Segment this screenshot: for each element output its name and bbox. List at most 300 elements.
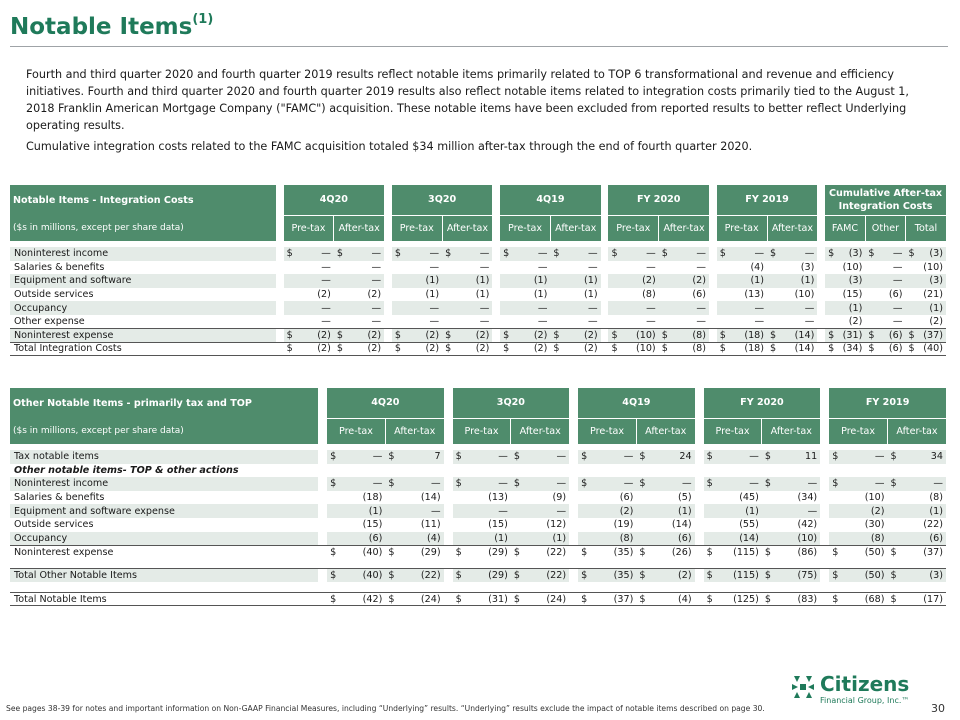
cell-value: — — [456, 301, 493, 315]
cell-value — [526, 559, 569, 569]
cell-value: — — [730, 301, 767, 315]
cell-value: (42) — [343, 592, 386, 606]
currency-symbol: $ — [636, 545, 652, 559]
cell-value: (2) — [456, 329, 493, 343]
currency-symbol — [327, 491, 343, 505]
cell-value — [719, 464, 762, 478]
currency-symbol: $ — [327, 477, 343, 491]
cell-value: (2) — [297, 329, 334, 343]
column-separator — [276, 247, 284, 261]
currency-symbol — [608, 315, 621, 329]
cell-value — [343, 582, 386, 592]
currency-symbol: $ — [906, 329, 919, 343]
cumulative-value: (3) — [839, 274, 866, 288]
cell-value: — — [405, 301, 442, 315]
other-notable-items-table — [10, 388, 946, 606]
currency-symbol — [829, 559, 845, 569]
cumulative-value: (34) — [839, 342, 866, 356]
column-separator — [384, 247, 392, 261]
column-separator — [601, 288, 609, 302]
currency-symbol: $ — [887, 569, 903, 583]
column-separator — [817, 329, 825, 343]
currency-symbol — [636, 504, 652, 518]
cell-value: (4) — [750, 261, 765, 273]
currency-symbol: $ — [906, 247, 919, 261]
cell-value: (68) — [845, 592, 888, 606]
currency-symbol — [636, 532, 652, 546]
column-separator — [384, 329, 392, 343]
after-tax-header: After-tax — [334, 215, 384, 241]
period-header: 4Q20 — [284, 185, 384, 215]
currency-symbol — [442, 315, 455, 329]
cell-value — [845, 559, 888, 569]
cell-value: — — [343, 450, 386, 464]
period-header: FY 2019 — [829, 388, 946, 418]
currency-symbol: $ — [906, 342, 919, 356]
currency-symbol: $ — [865, 247, 878, 261]
cell-value: (2) — [594, 504, 637, 518]
currency-symbol — [500, 288, 513, 302]
row-label: Occupancy — [10, 532, 318, 546]
cell-value: (6) — [692, 289, 706, 301]
currency-symbol: $ — [284, 342, 297, 356]
currency-symbol: $ — [334, 342, 347, 356]
table-row — [10, 342, 946, 356]
cumulative-value: (6) — [888, 289, 903, 301]
currency-symbol — [767, 315, 780, 329]
currency-symbol — [608, 274, 621, 288]
column-separator — [820, 504, 829, 518]
table-row — [10, 592, 946, 606]
period-header: FY 2019 — [717, 185, 818, 215]
table-row — [10, 315, 946, 329]
cell-value: — — [371, 261, 382, 273]
cell-value: — — [526, 450, 569, 464]
currency-symbol — [442, 274, 455, 288]
cell-value: (17) — [903, 592, 946, 606]
cell-value: (1) — [343, 504, 386, 518]
cumulative-value: — — [879, 301, 906, 315]
currency-symbol: $ — [659, 342, 672, 356]
cell-value: — — [780, 247, 817, 261]
cell-value — [777, 559, 820, 569]
cell-value: (115) — [719, 569, 762, 583]
currency-symbol: $ — [385, 545, 401, 559]
currency-symbol: $ — [636, 477, 652, 491]
cell-value: (1) — [584, 289, 598, 301]
column-separator — [318, 450, 327, 464]
cell-value: (35) — [594, 545, 637, 559]
currency-symbol — [284, 301, 297, 315]
row-label: Salaries & benefits — [14, 492, 105, 504]
currency-symbol — [717, 301, 730, 315]
row-label: Total Other Notable Items — [10, 569, 318, 583]
cell-value: (22) — [923, 519, 943, 531]
cell-value: (1) — [903, 504, 946, 518]
column-separator — [276, 261, 284, 275]
column-separator — [820, 518, 829, 532]
currency-symbol: $ — [717, 247, 730, 261]
table-row — [10, 491, 946, 505]
currency-symbol: $ — [327, 545, 343, 559]
cell-value: (37) — [903, 545, 946, 559]
currency-symbol — [767, 261, 780, 275]
cell-value — [526, 582, 569, 592]
cell-value: (1) — [719, 504, 762, 518]
currency-symbol: $ — [284, 247, 297, 261]
currency-symbol — [392, 274, 405, 288]
subheader-row — [10, 215, 946, 241]
cell-value: — — [347, 274, 384, 288]
currency-symbol: $ — [392, 342, 405, 356]
currency-symbol — [578, 491, 594, 505]
currency-symbol — [453, 532, 469, 546]
currency-symbol: $ — [327, 569, 343, 583]
currency-symbol — [636, 491, 652, 505]
currency-symbol — [762, 518, 778, 532]
table-row — [10, 274, 946, 288]
column-separator — [709, 342, 717, 356]
currency-symbol: $ — [829, 545, 845, 559]
after-tax-header: After-tax — [887, 418, 946, 444]
currency-symbol — [385, 582, 401, 592]
column-separator — [709, 274, 717, 288]
cell-value — [652, 582, 695, 592]
currency-symbol: $ — [825, 342, 838, 356]
currency-symbol — [887, 518, 903, 532]
currency-symbol: $ — [442, 247, 455, 261]
cell-value: (26) — [652, 545, 695, 559]
column-separator — [601, 215, 609, 241]
currency-symbol — [442, 301, 455, 315]
table-subtitle: ($s in millions, except per share data) — [10, 215, 276, 241]
column-separator — [492, 247, 500, 261]
cell-value: (11) — [420, 519, 441, 531]
cell-value: 34 — [903, 450, 946, 464]
currency-symbol — [636, 518, 652, 532]
cell-value: — — [371, 316, 382, 328]
column-separator — [695, 450, 704, 464]
column-separator — [569, 388, 578, 418]
column-separator — [601, 301, 609, 315]
currency-symbol: $ — [500, 247, 513, 261]
logo-wordmark: Citizens — [820, 672, 910, 696]
column-separator — [318, 532, 327, 546]
cell-value: (1) — [456, 274, 493, 288]
currency-symbol: $ — [829, 450, 845, 464]
currency-symbol — [829, 532, 845, 546]
currency-symbol — [659, 301, 672, 315]
currency-symbol — [327, 464, 343, 478]
cell-value: (2) — [405, 342, 442, 356]
cell-value: (18) — [730, 342, 767, 356]
currency-symbol — [906, 301, 919, 315]
period-header: 3Q20 — [453, 388, 569, 418]
column-separator — [601, 185, 609, 215]
cell-value — [343, 559, 386, 569]
column-separator — [709, 185, 717, 215]
currency-symbol: $ — [829, 477, 845, 491]
currency-symbol — [887, 559, 903, 569]
cell-value: (14) — [719, 532, 762, 546]
currency-symbol — [829, 464, 845, 478]
currency-symbol — [385, 518, 401, 532]
cell-value: — — [297, 274, 334, 288]
cell-value: (42) — [797, 519, 818, 531]
cell-value: (34) — [797, 492, 818, 504]
column-separator — [601, 274, 609, 288]
column-separator — [444, 545, 453, 559]
cell-value: (55) — [739, 519, 759, 531]
cell-value: (8) — [672, 329, 709, 343]
currency-symbol — [608, 261, 621, 275]
intro-paragraph-1: Fourth and third quarter 2020 and fourth quarter 2019 results reflect notable items primarily related to TOP 6 transformational and revenue and efficiency initiatives. Fourth and third quarter 2020 and fourth quarter 2019 results also reflect notable items related to integration costs primarily tied to the August 1, 2018 Franklin American Mortgage Company ("FAMC") acquisition. These notable items have been excluded from reported results to better reflect Underlying operating results. — [26, 68, 909, 132]
cell-value — [468, 464, 511, 478]
currency-symbol — [825, 274, 838, 288]
currency-symbol: $ — [578, 592, 594, 606]
currency-symbol: $ — [767, 329, 780, 343]
column-separator — [695, 464, 704, 478]
column-separator — [820, 582, 829, 592]
integration-costs-table — [10, 185, 946, 356]
cell-value: 11 — [777, 450, 820, 464]
column-separator — [384, 274, 392, 288]
column-separator — [709, 315, 717, 329]
currency-symbol — [865, 261, 878, 275]
cell-value — [777, 582, 820, 592]
currency-symbol: $ — [385, 477, 401, 491]
cell-value: (2) — [845, 504, 888, 518]
column-separator — [492, 315, 500, 329]
currency-symbol — [762, 504, 778, 518]
currency-symbol — [767, 288, 780, 302]
column-separator — [820, 388, 829, 418]
cell-value: (2) — [622, 274, 659, 288]
column-separator — [817, 274, 825, 288]
column-separator — [276, 329, 284, 343]
currency-symbol — [442, 288, 455, 302]
currency-symbol: $ — [762, 569, 778, 583]
currency-symbol — [578, 518, 594, 532]
cell-value: (1) — [780, 274, 817, 288]
row-label: Other notable items- TOP & other actions — [14, 464, 239, 476]
currency-symbol — [453, 518, 469, 532]
column-separator — [709, 261, 717, 275]
currency-symbol: $ — [500, 329, 513, 343]
column-separator — [695, 545, 704, 559]
cell-value: — — [804, 316, 815, 328]
cell-value — [468, 559, 511, 569]
currency-symbol — [704, 518, 720, 532]
intro-paragraph-2: Cumulative integration costs related to the FAMC acquisition totaled $34 million after-tax through the end of fourth quarter 2020. — [26, 140, 753, 153]
column-separator — [318, 477, 327, 491]
column-separator — [318, 388, 327, 418]
table-row — [10, 559, 946, 569]
cumulative-value: (3) — [839, 247, 866, 261]
after-tax-header: After-tax — [385, 418, 443, 444]
intro-text — [26, 66, 926, 159]
cell-value: (24) — [401, 592, 444, 606]
currency-symbol — [334, 288, 347, 302]
cell-value: — — [646, 316, 656, 328]
cell-value: — — [343, 477, 386, 491]
cell-value: — — [652, 477, 695, 491]
column-separator — [444, 388, 453, 418]
currency-symbol — [906, 261, 919, 275]
cell-value: (50) — [845, 545, 888, 559]
currency-symbol — [453, 464, 469, 478]
cell-value: (2) — [514, 342, 551, 356]
column-separator — [492, 288, 500, 302]
cell-value: — — [514, 247, 551, 261]
currency-symbol — [500, 315, 513, 329]
currency-symbol: $ — [659, 329, 672, 343]
column-separator — [695, 592, 704, 606]
column-separator — [318, 582, 327, 592]
after-tax-header: After-tax — [767, 215, 817, 241]
column-separator — [444, 477, 453, 491]
cell-value: (8) — [929, 492, 943, 504]
column-separator — [569, 477, 578, 491]
row-label: Noninterest expense — [10, 545, 318, 559]
row-label — [10, 559, 318, 569]
row-label: Total Notable Items — [10, 592, 318, 606]
cell-value: (1) — [564, 274, 601, 288]
currency-symbol — [825, 288, 838, 302]
column-separator — [817, 288, 825, 302]
currency-symbol: $ — [704, 477, 720, 491]
period-header: 4Q19 — [500, 185, 600, 215]
cell-value: (6) — [903, 532, 946, 546]
cell-value — [526, 464, 569, 478]
cell-value: — — [468, 477, 511, 491]
currency-symbol: $ — [717, 342, 730, 356]
currency-symbol — [825, 315, 838, 329]
cell-value: — — [903, 477, 946, 491]
currency-symbol: $ — [453, 592, 469, 606]
cell-value: (15) — [362, 519, 383, 531]
cell-value: — — [719, 450, 762, 464]
column-separator — [817, 342, 825, 356]
currency-symbol — [511, 464, 527, 478]
currency-symbol: $ — [500, 342, 513, 356]
column-separator — [820, 477, 829, 491]
currency-symbol: $ — [887, 592, 903, 606]
column-separator — [695, 388, 704, 418]
column-separator — [695, 532, 704, 546]
cell-value: — — [537, 316, 548, 328]
currency-symbol: $ — [550, 247, 563, 261]
currency-symbol: $ — [334, 329, 347, 343]
currency-symbol — [578, 559, 594, 569]
cell-value: — — [672, 247, 709, 261]
cell-value: — — [321, 316, 331, 328]
cell-value: — — [730, 247, 767, 261]
pre-tax-header: Pre-tax — [453, 418, 511, 444]
column-separator — [569, 504, 578, 518]
cell-value: (10) — [864, 492, 885, 504]
cumulative-value: — — [879, 247, 906, 261]
currency-symbol — [887, 464, 903, 478]
currency-symbol: $ — [887, 450, 903, 464]
currency-symbol — [453, 559, 469, 569]
column-separator — [820, 559, 829, 569]
column-separator — [569, 592, 578, 606]
currency-symbol — [550, 288, 563, 302]
column-separator — [820, 569, 829, 583]
currency-symbol: $ — [636, 592, 652, 606]
currency-symbol — [392, 288, 405, 302]
cell-value: (29) — [401, 545, 444, 559]
column-separator — [384, 301, 392, 315]
column-separator — [709, 301, 717, 315]
cell-value: 7 — [401, 450, 444, 464]
cell-value: (83) — [777, 592, 820, 606]
table-row — [10, 247, 946, 261]
table-title: Other Notable Items - primarily tax and TOP — [10, 388, 318, 418]
citizens-logo — [790, 672, 930, 708]
currency-symbol — [887, 504, 903, 518]
cell-value: — — [429, 261, 440, 273]
column-separator — [444, 464, 453, 478]
cell-value: (14) — [780, 329, 817, 343]
currency-symbol: $ — [762, 450, 778, 464]
footnote: See pages 38-39 for notes and important information on Non-GAAP Financial Measures, including “Underlying” results. “Underlying” results exclude the impact of notable items described on page 30. — [6, 704, 765, 713]
cell-value: (15) — [488, 519, 508, 531]
after-tax-header: After-tax — [550, 215, 600, 241]
currency-symbol — [392, 315, 405, 329]
currency-symbol: $ — [659, 247, 672, 261]
cell-value: (30) — [864, 519, 885, 531]
currency-symbol — [762, 582, 778, 592]
currency-symbol: $ — [550, 329, 563, 343]
column-separator — [276, 301, 284, 315]
after-tax-header: After-tax — [762, 418, 820, 444]
currency-symbol — [550, 315, 563, 329]
currency-symbol — [550, 301, 563, 315]
cell-value — [777, 464, 820, 478]
cumulative-column-header: Other — [865, 215, 905, 241]
cell-value — [594, 582, 637, 592]
cumulative-value: (21) — [923, 289, 943, 301]
row-label: Outside services — [14, 289, 94, 301]
column-separator — [444, 450, 453, 464]
column-separator — [318, 418, 327, 444]
cell-value: — — [754, 316, 765, 328]
column-separator — [318, 569, 327, 583]
column-separator — [444, 569, 453, 583]
cell-value: (50) — [845, 569, 888, 583]
cumulative-value: (37) — [919, 329, 946, 343]
currency-symbol: $ — [767, 247, 780, 261]
column-separator — [318, 504, 327, 518]
currency-symbol: $ — [825, 247, 838, 261]
column-separator — [695, 518, 704, 532]
column-separator — [695, 477, 704, 491]
column-separator — [569, 450, 578, 464]
cell-value: — — [526, 477, 569, 491]
row-label: Salaries & benefits — [14, 261, 105, 273]
cell-value: (1) — [468, 532, 511, 546]
cell-value: — — [526, 504, 569, 518]
currency-symbol — [717, 274, 730, 288]
cell-value: (3) — [800, 261, 815, 273]
cell-value: (86) — [777, 545, 820, 559]
cell-value: (1) — [526, 532, 569, 546]
currency-symbol: $ — [636, 450, 652, 464]
cell-value: (13) — [744, 289, 765, 301]
cell-value: 24 — [652, 450, 695, 464]
